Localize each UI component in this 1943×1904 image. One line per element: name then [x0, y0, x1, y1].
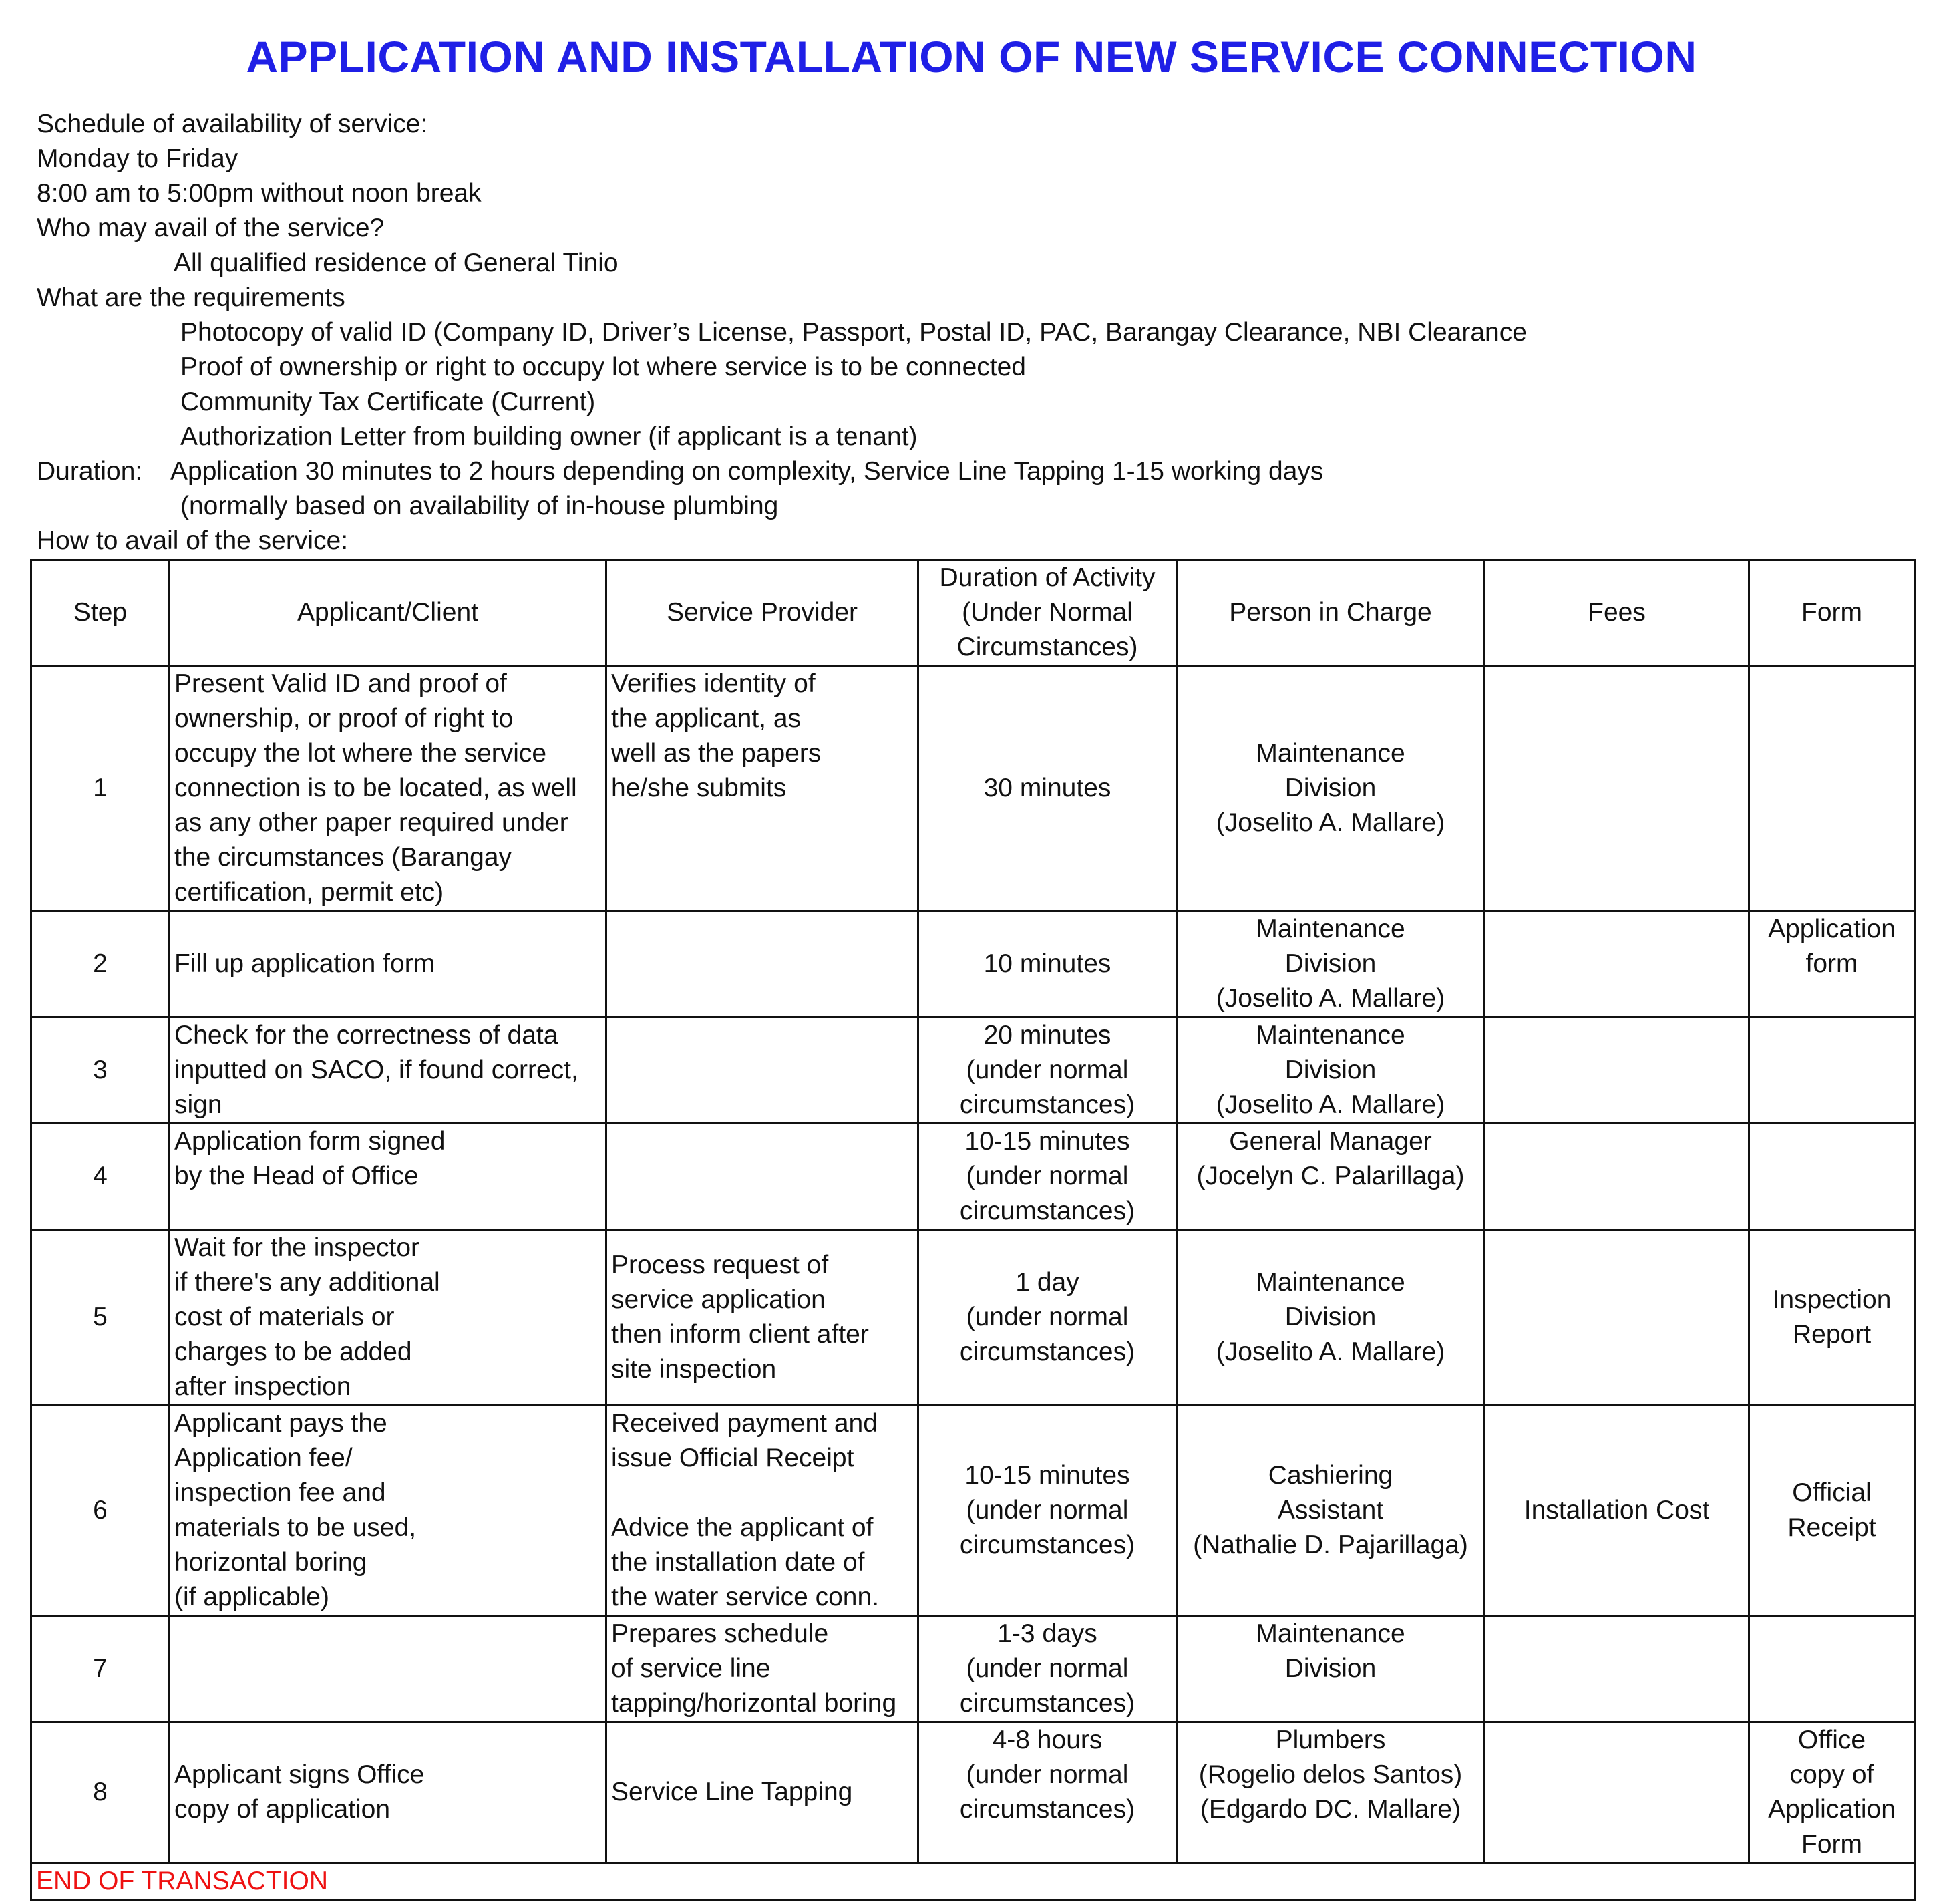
- duration-line: [37, 454, 1907, 489]
- page-title: APPLICATION AND INSTALLATION OF NEW SERVICE CONNECTION: [246, 32, 1697, 82]
- header-provider: Service Provider: [606, 560, 918, 666]
- schedule-days: Monday to Friday: [37, 144, 238, 173]
- duration-note: (normally based on availability of in-house plumbing: [180, 492, 779, 520]
- step-cell: 1: [31, 666, 170, 911]
- table-row: [31, 1230, 1915, 1406]
- person-cell: General Manager (Jocelyn C. Palarillaga): [1177, 1124, 1485, 1230]
- duration-value: Application 30 minutes to 2 hours depending on complexity, Service Line Tapping 1-15 working days: [170, 457, 1324, 486]
- form-cell: [1749, 1017, 1915, 1124]
- end-row: [31, 1863, 1915, 1900]
- client-cell: Wait for the inspector if there's any additional cost of materials or charges to be added after inspection: [170, 1230, 606, 1406]
- schedule-label: Schedule of availability of service:: [37, 110, 428, 138]
- duration-cell: 4-8 hours (under normal circumstances): [918, 1722, 1177, 1863]
- duration-cell: 1-3 days (under normal circumstances): [918, 1616, 1177, 1722]
- requirement-item: Community Tax Certificate (Current): [180, 387, 596, 416]
- form-cell: [1749, 1124, 1915, 1230]
- client-cell: [170, 1616, 606, 1722]
- form-cell: Official Receipt: [1749, 1406, 1915, 1616]
- step-cell: 5: [31, 1230, 170, 1406]
- table-row: [31, 1616, 1915, 1722]
- provider-cell: Verifies identity of the applicant, as well as the papers he/she submits: [606, 666, 918, 911]
- how-label: How to avail of the service:: [37, 526, 349, 555]
- person-cell: Cashiering Assistant (Nathalie D. Pajarillaga): [1177, 1406, 1485, 1616]
- duration-cell: 10-15 minutes (under normal circumstances): [918, 1406, 1177, 1616]
- client-cell: Applicant signs Office copy of application: [170, 1722, 606, 1863]
- table-row: [31, 1017, 1915, 1124]
- form-cell: Office copy of Application Form: [1749, 1722, 1915, 1863]
- form-cell: [1749, 1616, 1915, 1722]
- header-person: Person in Charge: [1177, 560, 1485, 666]
- form-cell: Application form: [1749, 911, 1915, 1017]
- table-row: [31, 911, 1915, 1017]
- step-cell: 2: [31, 911, 170, 1017]
- provider-cell: [606, 911, 918, 1017]
- client-cell: Present Valid ID and proof of ownership, or proof of right to occupy the lot where the service connection is to be located, as well as any other paper required under the circumstances (Barangay certification, permit etc): [170, 666, 606, 911]
- table-row: [31, 1722, 1915, 1863]
- form-cell: Inspection Report: [1749, 1230, 1915, 1406]
- form-cell: [1749, 666, 1915, 911]
- provider-cell: Process request of service application then inform client after site inspection: [606, 1230, 918, 1406]
- person-cell: Maintenance Division: [1177, 1616, 1485, 1722]
- provider-cell: Prepares schedule of service line tapping/horizontal boring: [606, 1616, 918, 1722]
- provider-cell: Service Line Tapping: [606, 1722, 918, 1863]
- fees-cell: [1485, 911, 1749, 1017]
- fees-cell: [1485, 1230, 1749, 1406]
- person-cell: Maintenance Division (Joselito A. Mallare): [1177, 1017, 1485, 1124]
- header-applicant: Applicant/Client: [170, 560, 606, 666]
- duration-cell: 10-15 minutes (under normal circumstances): [918, 1124, 1177, 1230]
- schedule-hours: 8:00 am to 5:00pm without noon break: [37, 179, 482, 208]
- table-row: [31, 666, 1915, 911]
- client-cell: Applicant pays the Application fee/ inspection fee and materials to be used, horizontal boring (if applicable): [170, 1406, 606, 1616]
- fees-cell: Installation Cost: [1485, 1406, 1749, 1616]
- header-form: Form: [1749, 560, 1915, 666]
- client-cell: Check for the correctness of data inputted on SACO, if found correct, sign: [170, 1017, 606, 1124]
- fees-cell: [1485, 1616, 1749, 1722]
- person-cell: Maintenance Division (Joselito A. Mallare): [1177, 666, 1485, 911]
- client-cell: Application form signed by the Head of Office: [170, 1124, 606, 1230]
- provider-cell: [606, 1017, 918, 1124]
- end-of-transaction: END OF TRANSACTION: [31, 1863, 1915, 1900]
- duration-label: Duration:: [37, 457, 143, 486]
- header-duration: Duration of Activity (Under Normal Circumstances): [918, 560, 1177, 666]
- table-row: [31, 1124, 1915, 1230]
- step-cell: 7: [31, 1616, 170, 1722]
- person-cell: Maintenance Division (Joselito A. Mallare): [1177, 911, 1485, 1017]
- fees-cell: [1485, 1124, 1749, 1230]
- provider-cell: Received payment and issue Official Receipt Advice the applicant of the installation date of the water service conn.: [606, 1406, 918, 1616]
- header-fees: Fees: [1485, 560, 1749, 666]
- intro-section: [37, 107, 1907, 559]
- requirements-label: What are the requirements: [37, 283, 345, 312]
- fees-cell: [1485, 1722, 1749, 1863]
- header-step: Step: [31, 560, 170, 666]
- step-cell: 8: [31, 1722, 170, 1863]
- procedure-table: [30, 559, 1916, 1901]
- duration-cell: 10 minutes: [918, 911, 1177, 1017]
- who-value: All qualified residence of General Tinio: [174, 249, 619, 277]
- person-cell: Plumbers (Rogelio delos Santos) (Edgardo DC. Mallare): [1177, 1722, 1485, 1863]
- person-cell: Maintenance Division (Joselito A. Mallare): [1177, 1230, 1485, 1406]
- who-label: Who may avail of the service?: [37, 214, 385, 243]
- step-cell: 4: [31, 1124, 170, 1230]
- requirement-item: Authorization Letter from building owner (if applicant is a tenant): [180, 422, 918, 451]
- provider-cell: [606, 1124, 918, 1230]
- step-cell: 6: [31, 1406, 170, 1616]
- duration-cell: 1 day (under normal circumstances): [918, 1230, 1177, 1406]
- step-cell: 3: [31, 1017, 170, 1124]
- table-row: [31, 1406, 1915, 1616]
- table-header-row: [31, 560, 1915, 666]
- fees-cell: [1485, 666, 1749, 911]
- requirement-item: Photocopy of valid ID (Company ID, Driver’s License, Passport, Postal ID, PAC, Barangay Clearance, NBI Clearance: [180, 318, 1527, 347]
- requirement-item: Proof of ownership or right to occupy lot where service is to be connected: [180, 353, 1026, 381]
- fees-cell: [1485, 1017, 1749, 1124]
- client-cell: Fill up application form: [170, 911, 606, 1017]
- duration-cell: 20 minutes (under normal circumstances): [918, 1017, 1177, 1124]
- duration-cell: 30 minutes: [918, 666, 1177, 911]
